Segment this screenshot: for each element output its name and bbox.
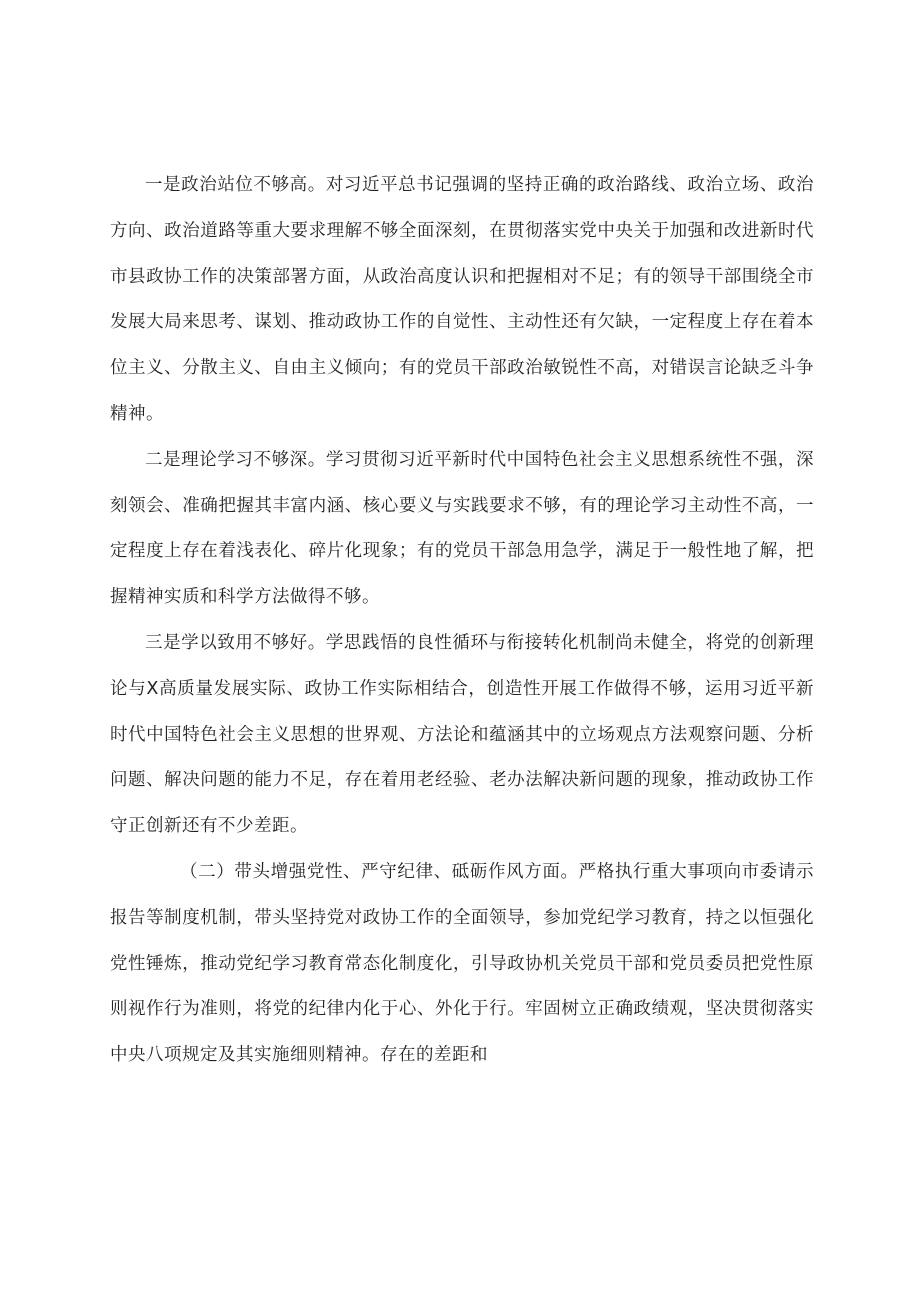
paragraph-party-discipline: （二）带头增强党性、严守纪律、砥砺作风方面。严格执行重大事项向市委请示报告等制度机制，带头坚持党对政协工作的全面领导，参加党纪学习教育，持之以恒强化党性锤炼，推动党纪学习教育常态化制度化，引导政协机关党员干部和党员委员把党性原则视作行为准则，将党的纪律内化于心、外化于行。牢固树立正确政绩观，坚决贯彻落实中央八项规定及其实施细则精神。存在的差距和 bbox=[110, 861, 814, 1066]
document-body bbox=[110, 163, 814, 1079]
paragraph-theory-study: 二是理论学习不够深。学习贯彻习近平新时代中国特色社会主义思想系统性不强，深刻领会、准确把握其丰富内涵、核心要义与实践要求不够，有的理论学习主动性不高，一定程度上存在着浅表化、碎片化现象；有的党员干部急用急学，满足于一般性地了解，把握精神实质和科学方法做得不够。 bbox=[110, 449, 814, 608]
paragraph-political-stance: 一是政治站位不够高。对习近平总书记强调的坚持正确的政治路线、政治立场、政治方向、政治道路等重大要求理解不够全面深刻，在贯彻落实党中央关于加强和改进新时代市县政协工作的决策部署方面，从政治高度认识和把握相对不足；有的领导干部围绕全市发展大局来思考、谋划、推动政协工作的自觉性、主动性还有欠缺，一定程度上存在着本位主义、分散主义、自由主义倾向；有的党员干部政治敏锐性不高，对错误言论缺乏斗争精神。 bbox=[110, 175, 814, 424]
paragraph-apply-learning: 三是学以致用不够好。学思践悟的良性循环与衔接转化机制尚未健全，将党的创新理论与X高质量发展实际、政协工作实际相结合，创造性开展工作做得不够，运用习近平新时代中国特色社会主义思想的世界观、方法论和蕴涵其中的立场观点方法观察问题、分析问题、解决问题的能力不足，存在着用老经验、老办法解决新问题的现象，推动政协工作守正创新还有不少差距。 bbox=[110, 632, 814, 837]
